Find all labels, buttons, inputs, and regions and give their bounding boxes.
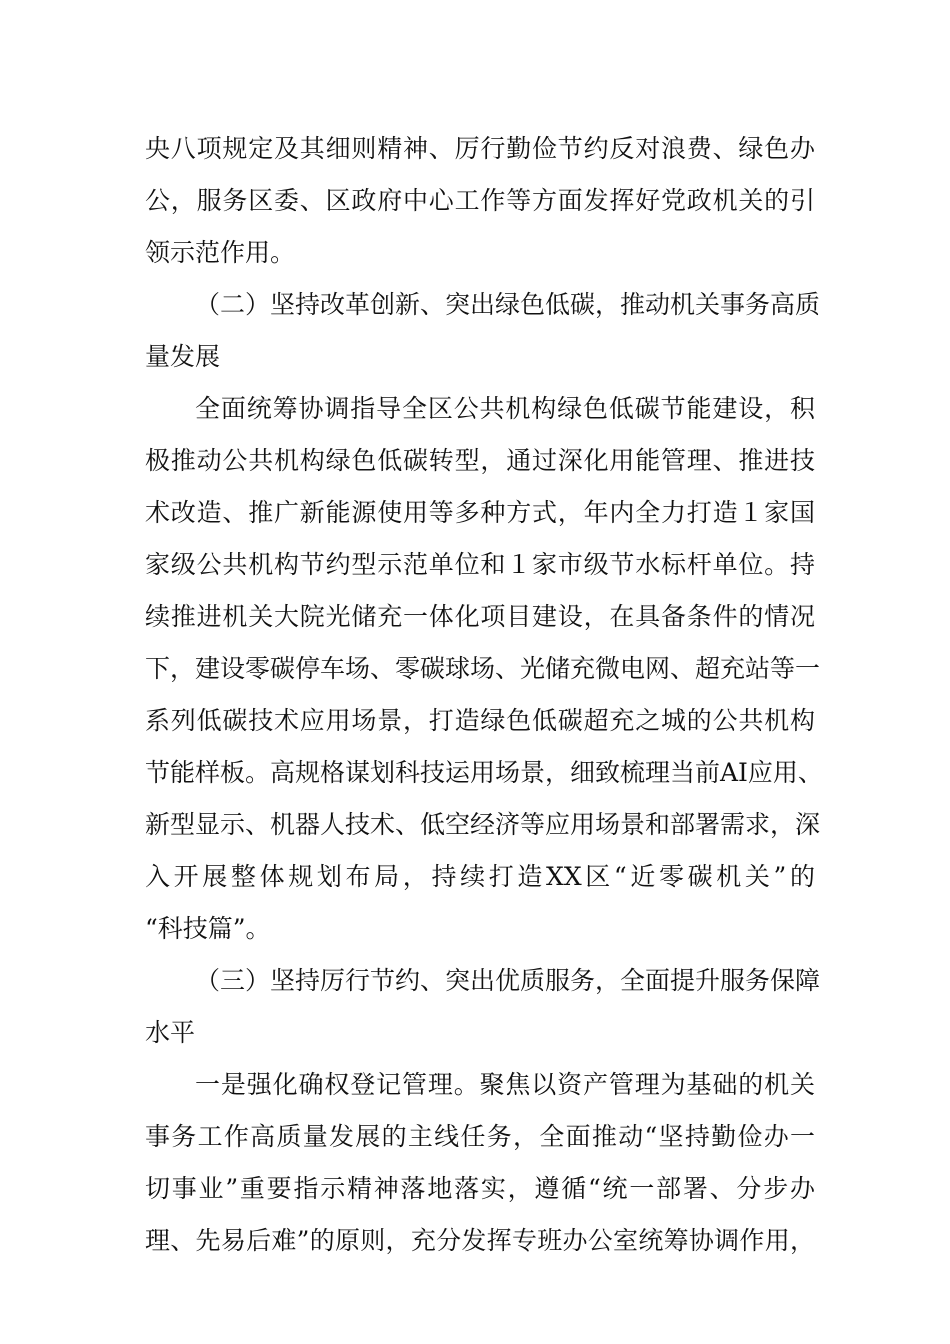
body-text-line: 理、先易后难”的原则，充分发挥专班办公室统筹协调作用， xyxy=(145,1226,815,1255)
body-text-line: 央八项规定及其细则精神、厉行勤俭节约反对浪费、绿色办 xyxy=(145,134,815,163)
section-heading-line: 水平 xyxy=(145,1018,196,1047)
section-heading-line: （二）坚持改革创新、突出绿色低碳，推动机关事务高质 xyxy=(195,290,821,319)
body-text-line: 术改造、推广新能源使用等多种方式，年内全力打造１家国 xyxy=(145,498,815,527)
body-text-line: 节能样板。高规格谋划科技运用场景，细致梳理当前AI应用、 xyxy=(145,758,823,787)
body-text-line: 新型显示、机器人技术、低空经济等应用场景和部署需求，深 xyxy=(145,810,821,839)
body-text-line: 系列低碳技术应用场景，打造绿色低碳超充之城的公共机构 xyxy=(145,706,815,735)
body-text-line: 全面统筹协调指导全区公共机构绿色低碳节能建设，积 xyxy=(195,394,815,423)
body-text-line: 下，建设零碳停车场、零碳球场、光储充微电网、超充站等一 xyxy=(145,654,821,683)
body-text-line: 切事业”重要指示精神落地落实，遵循“统一部署、分步办 xyxy=(145,1174,815,1203)
body-text-line: 事务工作高质量发展的主线任务，全面推动“坚持勤俭办一 xyxy=(145,1122,815,1151)
body-text-line: 续推进机关大院光储充一体化项目建设，在具备条件的情况 xyxy=(145,602,815,631)
section-heading-line: （三）坚持厉行节约、突出优质服务，全面提升服务保障 xyxy=(195,966,821,995)
body-text-line: “科技篇”。 xyxy=(145,914,271,943)
body-text-line: 一是强化确权登记管理。聚焦以资产管理为基础的机关 xyxy=(195,1070,815,1099)
body-text-line: 入开展整体规划布局，持续打造XX区“近零碳机关”的 xyxy=(145,862,815,891)
body-text-line: 领示范作用。 xyxy=(145,238,296,267)
body-text-line: 极推动公共机构绿色低碳转型，通过深化用能管理、推进技 xyxy=(145,446,815,475)
body-text-line: 家级公共机构节约型示范单位和１家市级节水标杆单位。持 xyxy=(145,550,815,579)
body-text-line: 公，服务区委、区政府中心工作等方面发挥好党政机关的引 xyxy=(145,186,815,215)
section-heading-line: 量发展 xyxy=(145,342,221,371)
